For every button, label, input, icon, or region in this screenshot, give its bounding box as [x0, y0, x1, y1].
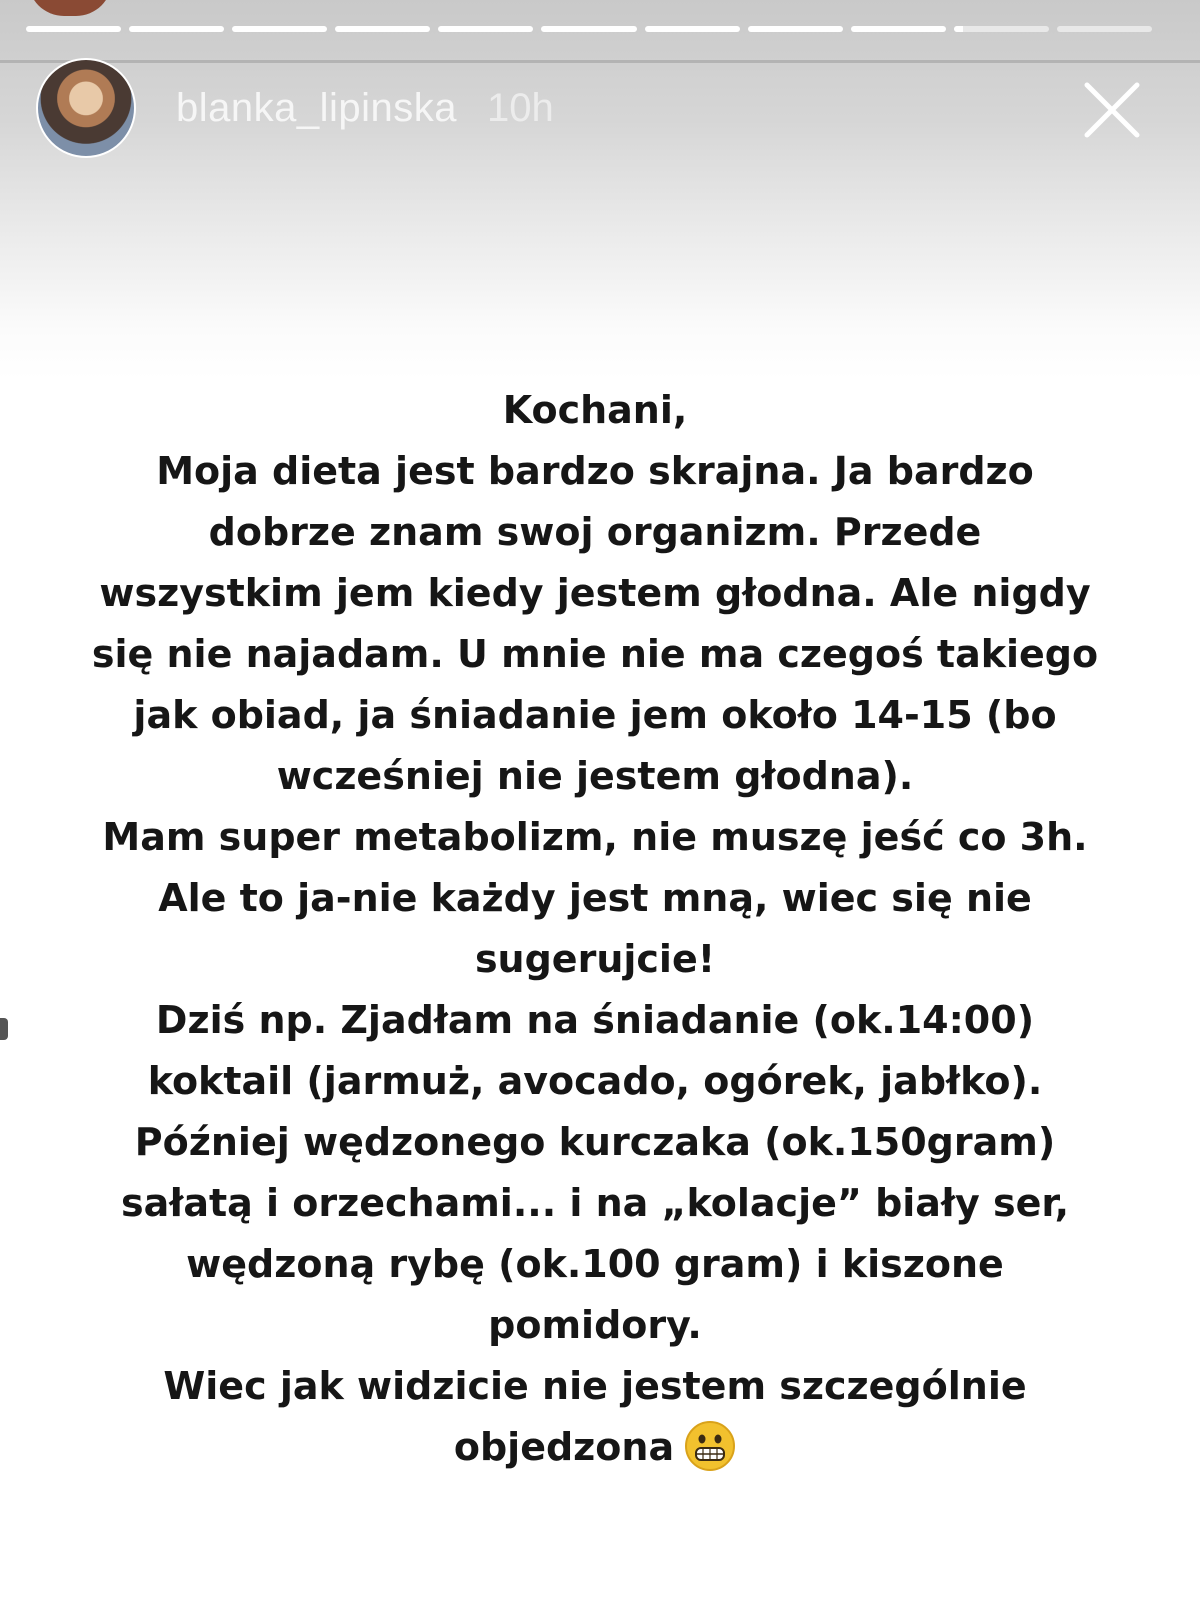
- progress-segment: [748, 26, 843, 32]
- text-line: Dziś np. Zjadłam na śniadanie (ok.14:00): [155, 998, 1035, 1042]
- story-username[interactable]: blanka_lipinska: [176, 85, 458, 130]
- text-line: Później wędzonego kurczaka (ok.150gram): [134, 1120, 1056, 1164]
- progress-segment: [541, 26, 636, 32]
- text-line: wszystkim jem kiedy jestem głodna. Ale nigdy: [99, 571, 1091, 615]
- progress-segment-fill: [851, 26, 946, 32]
- text-line: sałatą i orzechami... i na „kolacje” biały ser,: [120, 1181, 1070, 1225]
- text-line-last-label: objedzona: [453, 1425, 675, 1469]
- close-button[interactable]: [1082, 80, 1142, 140]
- text-line: dobrze znam swoj organizm. Przede: [208, 510, 982, 554]
- text-line: Kochani,: [502, 388, 688, 432]
- text-line: wcześniej nie jestem głodna).: [276, 754, 914, 798]
- progress-segment-fill: [335, 26, 430, 32]
- text-line: jak obiad, ja śniadanie jem około 14-15 (bo: [133, 693, 1057, 737]
- text-line: pomidory.: [488, 1303, 702, 1347]
- story-timestamp: 10h: [487, 85, 554, 130]
- grinning-face-emoji-icon: [684, 1420, 736, 1472]
- previous-story-avatar: [28, 0, 112, 16]
- progress-segment: [232, 26, 327, 32]
- progress-segment: [954, 26, 1049, 32]
- progress-segment-fill: [26, 26, 121, 32]
- progress-segment: [438, 26, 533, 32]
- text-line: wędzoną rybę (ok.100 gram) i kiszone: [186, 1242, 1004, 1286]
- previous-story-edge: [0, 1018, 8, 1040]
- text-line: Moja dieta jest bardzo skrajna. Ja bardzo: [156, 449, 1034, 493]
- progress-segment-fill: [541, 26, 636, 32]
- story-header: [36, 58, 554, 158]
- profile-avatar[interactable]: [36, 58, 136, 158]
- progress-segment: [335, 26, 430, 32]
- progress-segment-fill: [438, 26, 533, 32]
- text-line: sugerujcie!: [474, 937, 716, 981]
- progress-segment: [851, 26, 946, 32]
- progress-segment-fill: [232, 26, 327, 32]
- text-line: się nie najadam. U mnie nie ma czegoś takiego: [91, 632, 1099, 676]
- progress-segment: [26, 26, 121, 32]
- text-line-last: [30, 1417, 1160, 1478]
- text-line: Wiec jak widzicie nie jestem szczególnie: [163, 1364, 1027, 1408]
- close-icon: [1082, 80, 1142, 140]
- progress-segment-fill: [954, 26, 964, 32]
- story-text: [30, 380, 1160, 1478]
- progress-segment: [645, 26, 740, 32]
- progress-segment-fill: [129, 26, 224, 32]
- text-line: Mam super metabolizm, nie muszę jeść co 3h.: [102, 815, 1088, 859]
- story-progress-bar: [26, 26, 1152, 32]
- progress-segment: [1057, 26, 1152, 32]
- text-line: koktail (jarmuż, avocado, ogórek, jabłko).: [147, 1059, 1043, 1103]
- text-line: Ale to ja-nie każdy jest mną, wiec się nie: [158, 876, 1032, 920]
- progress-segment: [129, 26, 224, 32]
- progress-segment-fill: [645, 26, 740, 32]
- progress-segment-fill: [748, 26, 843, 32]
